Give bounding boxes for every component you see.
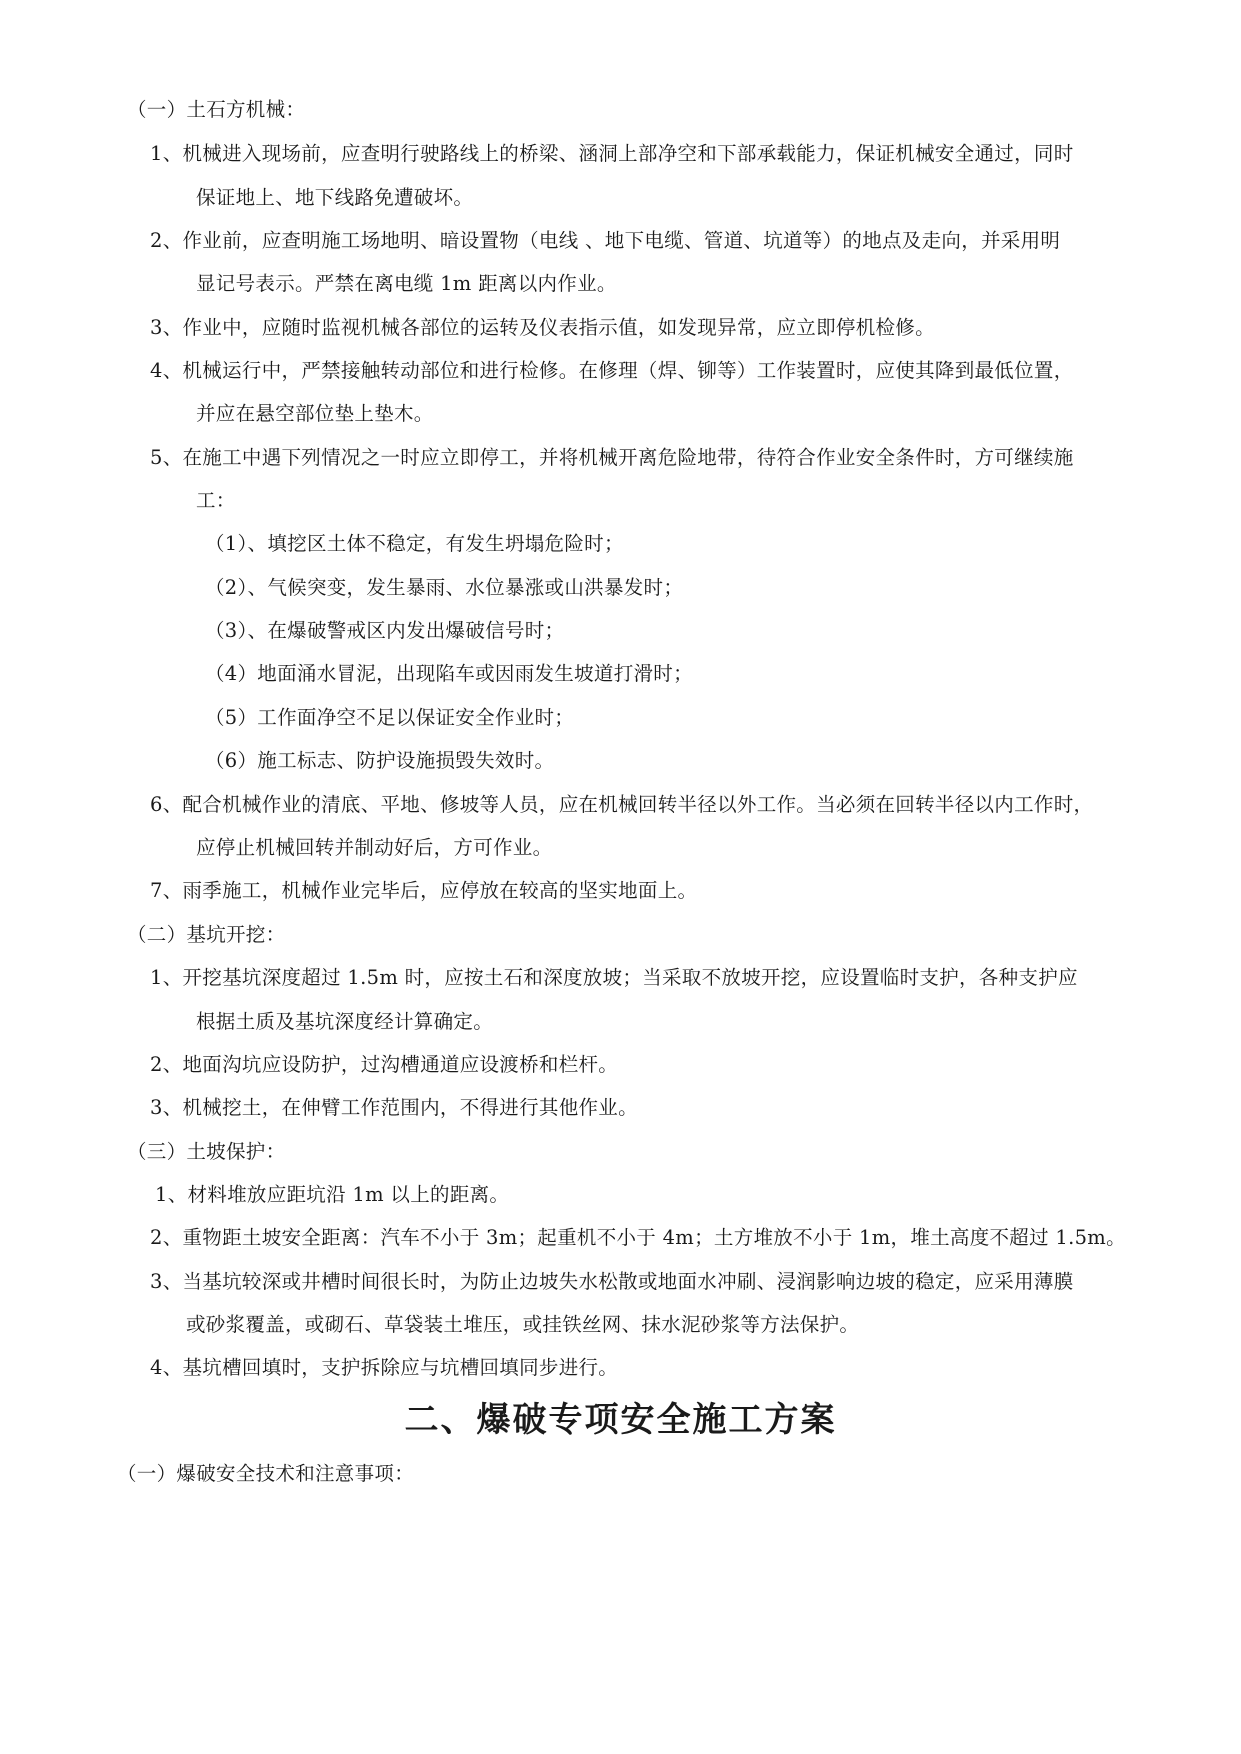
list-item: 6、配合机械作业的清底、平地、修坡等人员，应在机械回转半径以外工作。当必须在回转半径以内工作时，	[150, 793, 1094, 816]
list-item: 3、作业中，应随时监视机械各部位的运转及仪表指示值，如发现异常，应立即停机检修。	[150, 316, 935, 339]
list-item: 4、机械运行中，严禁接触转动部位和进行检修。在修理（焊、铆等）工作装置时，应使其降到最低位置，	[150, 359, 1074, 382]
condition-item: （4）地面涌水冒泥，出现陷车或因雨发生坡道打滑时；	[205, 662, 693, 685]
list-item-continuation: 并应在悬空部位垫上垫木。	[196, 402, 434, 425]
condition-item: （2）、气候突变，发生暴雨、水位暴涨或山洪暴发时；	[205, 576, 684, 599]
section-heading: （一）爆破安全技术和注意事项：	[117, 1462, 415, 1485]
condition-item: （3）、在爆破警戒区内发出爆破信号时；	[205, 619, 565, 642]
condition-item: （1）、填挖区土体不稳定，有发生坍塌危险时；	[205, 532, 624, 555]
list-item: 7、雨季施工，机械作业完毕后，应停放在较高的坚实地面上。	[150, 879, 698, 902]
list-item-continuation: 保证地上、地下线路免遭破坏。	[196, 186, 474, 209]
condition-item: （6）施工标志、防护设施损毁失效时。	[205, 749, 555, 772]
list-item-continuation: 根据土质及基坑深度经计算确定。	[196, 1010, 494, 1033]
list-item-continuation: 或砂浆覆盖，或砌石、草袋装土堆压，或挂铁丝网、抹水泥砂浆等方法保护。	[186, 1313, 860, 1336]
section-heading: （一）土石方机械：	[127, 98, 306, 121]
list-item: 3、机械挖土，在伸臂工作范围内，不得进行其他作业。	[150, 1096, 638, 1119]
section-heading: （二）基坑开挖：	[127, 923, 286, 946]
condition-item: （5）工作面净空不足以保证安全作业时；	[205, 706, 575, 729]
page-title: 二、爆破专项安全施工方案	[404, 1400, 837, 1440]
list-item-continuation: 应停止机械回转并制动好后，方可作业。	[196, 836, 553, 859]
list-item: 1、机械进入现场前，应查明行驶路线上的桥梁、涵洞上部净空和下部承载能力，保证机械安全通过，同时	[150, 142, 1074, 165]
list-item-continuation: 工：	[196, 489, 236, 512]
list-item: 4、基坑槽回填时，支护拆除应与坑槽回填同步进行。	[150, 1356, 619, 1379]
list-item-continuation: 显记号表示。严禁在离电缆 1m 距离以内作业。	[196, 272, 617, 295]
list-item: 2、作业前，应查明施工场地明、暗设置物（电线 、地下电缆、管道、坑道等）的地点及走向，并采用明	[150, 229, 1061, 252]
list-item: 2、地面沟坑应设防护，过沟槽通道应设渡桥和栏杆。	[150, 1053, 619, 1076]
list-item: 5、在施工中遇下列情况之一时应立即停工，并将机械开离危险地带，待符合作业安全条件时，方可继续施	[150, 446, 1074, 469]
list-item: 2、重物距土坡安全距离：汽车不小于 3m；起重机不小于 4m；土方堆放不小于 1m，堆土高度不超过 1.5m。	[150, 1226, 1126, 1249]
list-item: 1、材料堆放应距坑沿 1m 以上的距离。	[155, 1183, 510, 1206]
list-item: 3、当基坑较深或井槽时间很长时，为防止边坡失水松散或地面水冲刷、浸润影响边坡的稳定，应采用薄膜	[150, 1270, 1074, 1293]
list-item: 1、开挖基坑深度超过 1.5m 时，应按土石和深度放坡；当采取不放坡开挖，应设置临时支护，各种支护应	[150, 966, 1078, 989]
section-heading: （三）土坡保护：	[127, 1140, 286, 1163]
